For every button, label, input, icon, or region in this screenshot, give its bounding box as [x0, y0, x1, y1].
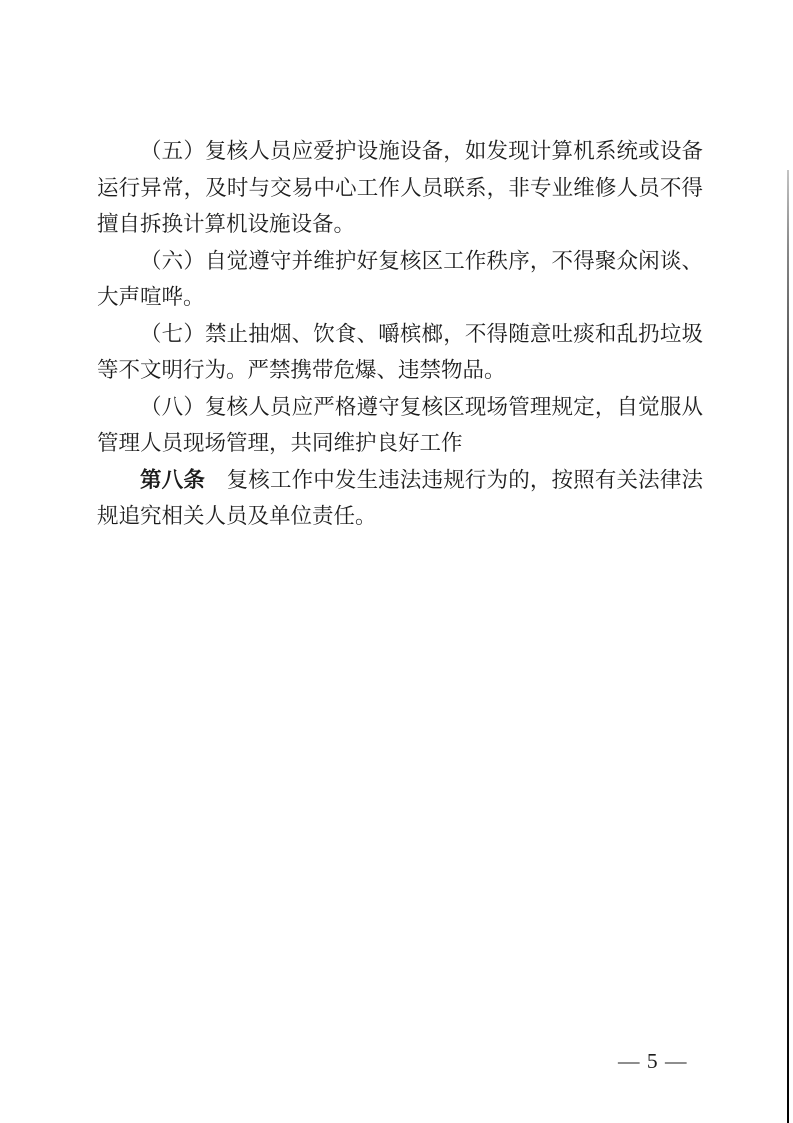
- article-text: 复核工作中发生违法违规行为的，按照有关法律法规追究相关人员及单位责任。: [97, 467, 703, 528]
- document-body: [97, 133, 703, 535]
- paragraph-article-8: [97, 462, 703, 535]
- paragraph-clause-6: （六）自觉遵守并维护好复核区工作秩序，不得聚众闲谈、大声喧哗。: [97, 248, 703, 309]
- scan-edge-artifact: [787, 170, 789, 1123]
- paragraph-clause-5: （五）复核人员应爱护设施设备，如发现计算机系统或设备运行异常，及时与交易中心工作人员联系，非专业维修人员不得擅自拆换计算机设施设备。: [97, 139, 703, 236]
- article-number-label: 第八条: [140, 467, 205, 492]
- paragraph-clause-7: （七）禁止抽烟、饮食、嚼槟榔，不得随意吐痰和乱扔垃圾等不文明行为。严禁携带危爆、违禁物品。: [97, 321, 703, 382]
- paragraph-clause-8: （八）复核人员应严格遵守复核区现场管理规定，自觉服从管理人员现场管理，共同维护良好工作: [97, 394, 703, 455]
- page-number: — 5 —: [618, 1049, 688, 1073]
